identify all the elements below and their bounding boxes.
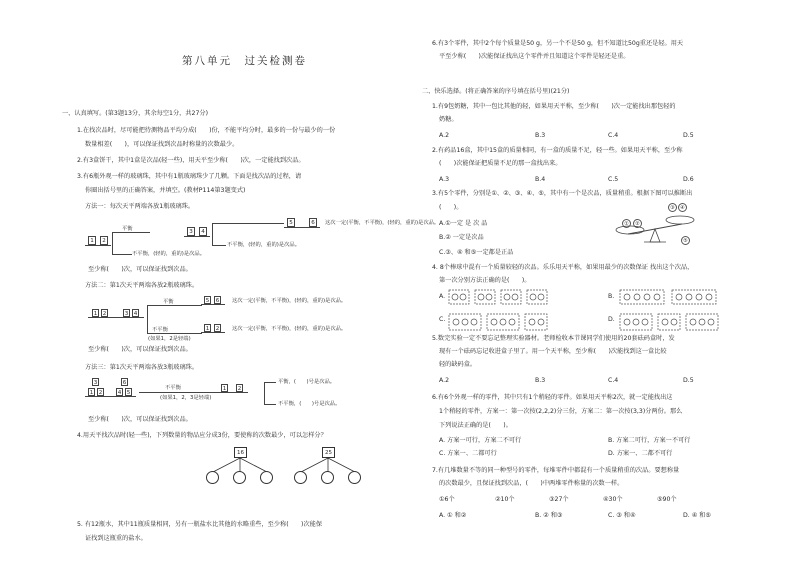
choice-1-line-1: 1.有9包奶糖，其中一包比其他的轻，如果用天平称，至少称( )次一定能找出那包轻的: [432, 103, 676, 110]
balance-label: 平衡: [163, 299, 174, 305]
method-2-answer: 至少称( )次，可以保证找到次品。: [88, 346, 192, 353]
method-3-label: 方法三：第1次天平两端各放3瓶玻璃珠。: [85, 364, 199, 371]
choice-2-option-a: A.3: [439, 176, 450, 183]
right-column: [415, 0, 794, 562]
tree-leaf-circle: [294, 471, 307, 484]
branch-line: [139, 392, 219, 393]
bottle-box: 5: [205, 298, 210, 304]
choice-5-line-3: 轻的缺码盒。: [439, 361, 477, 368]
choice-7-line-1: 7.有几堆数量不等的同一种型号的零件，每堆零件中都混有一个质量稍重的次品。要想称量: [432, 467, 680, 474]
choice-1-option-b: B.3: [535, 132, 546, 139]
question-1-line-2: 数量相差( )，可以保证找到次品时称量的次数最少。: [85, 141, 239, 148]
method-3-result-2: 不平衡，( )号是次品。: [278, 401, 341, 407]
branch-line: [147, 305, 202, 306]
choice-4-option-c: C.: [439, 316, 446, 323]
choice-7-item-2: ②10个: [495, 496, 515, 503]
bottle-box: 1: [205, 326, 210, 332]
choice-6-option-d: D. 方案一、二都不可行: [608, 450, 673, 457]
choice-5-option-a: A.2: [439, 377, 450, 384]
branch-line: [212, 223, 284, 224]
choice-6-option-c: C. 方案一、二都可行: [439, 450, 497, 457]
bottle-box: 5: [126, 390, 131, 396]
bead-5: ⑤: [681, 236, 690, 245]
choice-5-line-1: 5.数完实验一定不要忘记整理实验器材。老师检收本节课同学们使用的20套砝码盒时，发: [432, 335, 675, 342]
choice-5-option-d: D.5: [683, 377, 694, 384]
method-3-note: (如果1，2，3是轻端): [160, 395, 212, 401]
choice-7-option-d: D. ④ 和⑤: [683, 512, 711, 519]
choice-6-line-2: 1个稍轻的零件，方案一：第一次按(2,2,2)分三份，方案二：第一次按(3,3)分两份。那么: [439, 408, 683, 415]
unbalance-label: 不平衡，(轻的，重的)是次品。: [132, 251, 205, 257]
branch-line: [212, 223, 213, 245]
choice-4-option-d: D.: [608, 316, 615, 323]
choice-6-line-1: 6.有6个外观一样的零件，其中只有1个稍轻的零件。如果用天平称2次，就一定能找出这: [432, 394, 673, 401]
bead-4: ④: [678, 203, 687, 212]
unbalance-label: 不平衡，(轻的，重的)是次品。: [227, 242, 300, 248]
unbalance-label: 不平衡: [165, 385, 181, 391]
choice-3-line-2: ( )。: [439, 204, 463, 211]
method-2-note: (如果1，2是轻端): [148, 336, 191, 342]
choice-2-option-c: C.5: [608, 176, 619, 183]
choice-7-option-b: B. ② 和③: [535, 512, 563, 519]
bottle-box: 2: [237, 386, 242, 392]
bottle-box: 4: [117, 390, 122, 396]
bottle-box: 6: [309, 218, 317, 227]
bottle-box: 1: [88, 236, 96, 245]
bottle-box: 2: [98, 390, 103, 396]
question-6-line-2: 平至少称( )次能保证找出这个零件并且知道这个零件是轻还是重。: [439, 53, 630, 60]
section-1-heading: 一、认真填写。(第3题13分，其余每空1分，共27分): [62, 110, 209, 117]
branch-line: [264, 404, 276, 405]
bead-1: ①: [622, 219, 631, 228]
balance-beam: [88, 317, 144, 318]
tree-root-16: 16: [234, 447, 247, 458]
balance-scale-drawing: [610, 212, 700, 252]
choice-4-ball-groups-left: [447, 288, 597, 334]
choice-7-item-4: ④30个: [603, 496, 623, 503]
choice-7-line-2: 的次数最少，且保证找到次品，( )中两堆零件称量的次数一样。: [439, 480, 624, 487]
bead-3: ③: [668, 203, 677, 212]
question-3-line-2: 你圈出括号里的正确答案，并填空。(教材P114第3题变式): [85, 187, 246, 194]
bottle-box: 6: [122, 380, 127, 386]
page-title: 第八单元 过关检测卷: [182, 55, 307, 67]
branch-line: [264, 382, 265, 404]
branch-line: [112, 232, 113, 254]
tree-root-25: 25: [322, 447, 335, 458]
method-2-result-2: 这次一定(平衡，不平衡)，(轻的，重的)是次品。: [232, 326, 347, 332]
method-1-result: 这次一定(平衡，不平衡)，(轻的，重的)是次品。: [325, 220, 440, 226]
question-2: 2.有3盒饼干，其中1盒是次品(轻一些)，用天平至少称( )次，一定能找到次品。: [77, 157, 305, 164]
method-1-answer: 至少称( )次，可以保证找到次品。: [88, 266, 192, 273]
choice-4-line-2: 第一次分别方法正确的是( )。: [439, 277, 531, 284]
balance-label: 平衡: [122, 226, 133, 232]
balance-beam: [85, 396, 136, 397]
question-3-line-1: 3.有6瓶外观一样的玻璃珠，其中有1瓶玻璃珠少了几颗。下面是找次品的过程，请: [77, 173, 302, 180]
tree-leaf-circle: [321, 471, 334, 484]
choice-3-option-c: C.③、④ 和⑤一定都是正品: [439, 249, 514, 256]
bottle-box: 1: [222, 386, 227, 392]
tree-leaf-circle: [348, 471, 361, 484]
question-1-line-1: 1.在找次品时，尽可能把待测物品平均分成( )份，不能平均分时，最多的一份与最少的一份: [77, 127, 336, 134]
unbalance-label: 不平衡: [152, 327, 168, 333]
method-2-result-1: 这次一定(平衡，不平衡)，(轻的，重的)是次品。: [232, 298, 347, 304]
choice-5-option-c: C.4: [608, 377, 619, 384]
method-1-label: 方法一：每次天平两端各放1瓶玻璃珠。: [85, 203, 195, 210]
bottle-box: 4: [199, 227, 207, 236]
tree-leaf-circle: [260, 471, 273, 484]
bottle-box: 2: [100, 236, 108, 245]
choice-3-line-1: 3.有5个零件，分别是①、②、③、④、⑤，其中有一个是次品，质量稍重。根据下图可以推断出: [432, 190, 693, 197]
choice-7-item-1: ①6个: [439, 496, 455, 503]
branch-line: [212, 245, 226, 246]
branch-line: [147, 305, 148, 333]
tree-leaf-circle: [206, 471, 219, 484]
section-2-heading: 二、快乐选择。(将正确答案的序号填在括号里)(21分): [422, 88, 570, 95]
choice-5-line-2: 现有一个砝码忘记收进盒子里了。用一个天平称，至少称( )次能找到这一盒比较: [439, 348, 667, 355]
question-5-line-2: 证找到这瓶重的盐水。: [85, 535, 147, 542]
method-3-answer: 至少称( )次，可以保证找到次品。: [88, 416, 192, 423]
choice-7-item-5: ⑤90个: [657, 496, 677, 503]
bottle-box: 5: [287, 218, 295, 227]
bottle-box: 2: [102, 311, 107, 317]
bottle-box: 3: [187, 227, 195, 236]
bottle-box: 4: [133, 311, 138, 317]
choice-2-option-d: D.6: [683, 176, 694, 183]
choice-4-option-b: B.: [608, 293, 615, 300]
bottle-box: 2: [215, 326, 220, 332]
question-4: 4.用天平找次品时(轻一些)，下列数量的物品应分成3份，要使称的次数最少，可以怎样分？: [77, 432, 327, 439]
bottle-box: 3: [93, 380, 98, 386]
method-3-result-1: 平衡，( )号是次品。: [278, 379, 336, 385]
choice-7-option-c: C. ③ 和④: [608, 512, 636, 519]
bottle-box: 1: [89, 390, 94, 396]
method-2-label: 方法二：第1次天平两端各放2瓶玻璃珠。: [85, 282, 199, 289]
choice-6-option-b: B. 方案二可行，方案一不可行: [608, 437, 691, 444]
choice-1-line-2: 奶糖。: [439, 116, 458, 123]
question-5-line-1: 5. 有12瓶水，其中11瓶质量相同，另有一瓶盐水比其他的水略重些，至少称( )次能保: [77, 521, 323, 528]
branch-line: [112, 254, 132, 255]
balance-beam: [284, 227, 320, 228]
choice-1-option-d: D.5: [683, 132, 694, 139]
choice-3-option-b: B.② 一定是次品: [439, 234, 484, 241]
balance-beam: [218, 392, 248, 393]
bottle-box: 1: [93, 311, 98, 317]
choice-6-option-a: A. 方案一可行，方案二不可行: [439, 437, 522, 444]
balance-beam: [184, 236, 210, 237]
balance-beam: [201, 304, 225, 305]
tree-leaf-circle: [233, 471, 246, 484]
choice-2-line-1: 2.有药品16盒，其中15盒的质量相同，有一盒的质量不足，轻一些。如果用天平称，至少称: [432, 147, 683, 154]
choice-7-option-a: A. ① 和②: [439, 512, 467, 519]
choice-5-option-b: B.3: [535, 377, 546, 384]
choice-4-option-a: A.: [439, 293, 446, 300]
bottle-box: 3: [124, 311, 129, 317]
choice-1-option-a: A.2: [439, 132, 450, 139]
choice-7-item-3: ③27个: [549, 496, 569, 503]
question-6-line-1: 6.有3个零件，其中2个每个质量是50 g，另一个不是50 g，但不知道比50g重还是轻。用天: [432, 40, 684, 47]
choice-6-line-3: 下列说法正确的是( )。: [439, 422, 512, 429]
choice-2-line-2: ( )次能保证把质量不足的那一盒找出来。: [439, 160, 562, 167]
choice-3-option-a: A.①一定 是 次 品: [439, 220, 488, 227]
balance-beam: [85, 245, 111, 246]
branch-line: [264, 382, 276, 383]
choice-4-ball-groups-right: [618, 288, 748, 334]
choice-1-option-c: C.4: [608, 132, 619, 139]
choice-4-line-1: 4. 8个棒球中混有一个质量较轻的次品。乐乐用天平称，如果用最少的次数保证 找出这个次品，: [432, 264, 694, 271]
bottle-box: 6: [215, 298, 220, 304]
balance-beam: [201, 332, 225, 333]
bead-2: ②: [633, 219, 642, 228]
choice-2-option-b: B.4: [535, 176, 546, 183]
